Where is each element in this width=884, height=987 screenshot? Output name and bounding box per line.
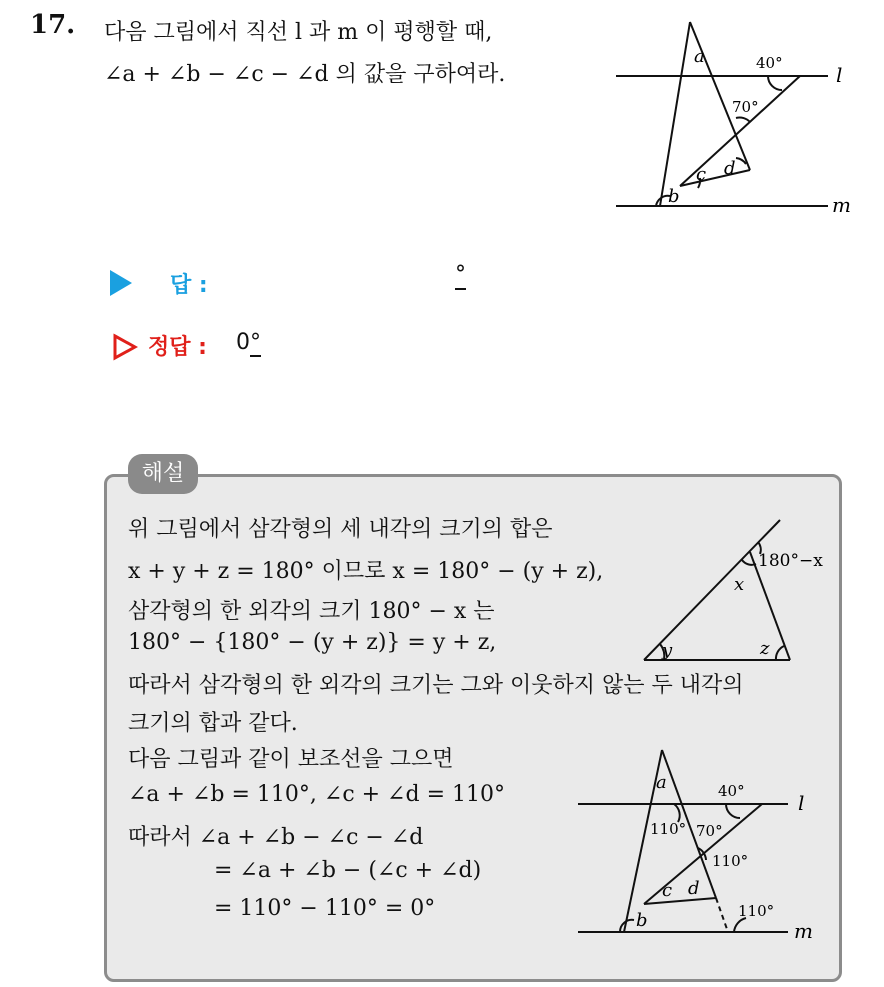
segment-right (690, 22, 750, 170)
solution-line-8: ∠a + ∠b = 110°, ∠c + ∠d = 110° (128, 782, 505, 807)
solution-line-5: 따라서 삼각형의 한 외각의 크기는 그와 이웃하지 않는 두 내각의 (128, 673, 744, 698)
figure-exterior-angle (630, 516, 830, 666)
label-z: z (760, 638, 770, 659)
label-ext: 180°−x (758, 551, 823, 571)
correct-arrow-icon (112, 333, 138, 361)
solution-line-1: 위 그림에서 삼각형의 세 내각의 크기의 합은 (128, 517, 553, 542)
label-b: b (636, 910, 648, 931)
figure-parallel-lines (600, 10, 860, 230)
answer-degree-blank[interactable]: ° (455, 262, 466, 290)
label-d: d (688, 878, 700, 899)
solution-line-11: = 110° − 110° = 0° (214, 896, 436, 921)
label-l: l (798, 791, 805, 815)
label-m: m (832, 193, 851, 217)
label-x: x (734, 574, 745, 595)
solution-line-10: = ∠a + ∠b − (∠c + ∠d) (214, 858, 482, 883)
correct-answer-value (236, 330, 261, 355)
arc-110c (734, 918, 746, 932)
solution-tab: 해설 (128, 454, 198, 494)
answer-label: 답 : (170, 273, 208, 298)
question-text (104, 12, 505, 96)
segment-left (660, 22, 690, 206)
label-c: c (662, 880, 673, 901)
label-b: b (668, 186, 680, 207)
label-110b: 110° (712, 852, 749, 870)
label-c: c (696, 164, 707, 185)
label-40: 40° (718, 782, 745, 800)
arc-40 (726, 804, 740, 818)
label-y: y (662, 640, 673, 661)
arc-z (776, 646, 784, 660)
question-number: 17. (30, 10, 76, 40)
label-110c: 110° (738, 902, 775, 920)
dashed-auxiliary (716, 898, 728, 932)
question-line-1: 다음 그림에서 직선 l 과 m 이 평행할 때, (104, 20, 493, 45)
label-l: l (836, 63, 843, 87)
question-line-2: ∠a + ∠b − ∠c − ∠d 의 값을 구하여라. (104, 62, 506, 87)
answer-arrow-icon (110, 270, 132, 296)
label-70: 70° (732, 98, 759, 116)
solution-line-2: x + y + z = 180° 이므로 x = 180° − (y + z), (128, 559, 604, 584)
label-m: m (794, 919, 813, 943)
solution-line-4: 180° − {180° − (y + z)} = y + z, (128, 630, 497, 655)
solution-line-9: 따라서 ∠a + ∠b − ∠c − ∠d (128, 825, 424, 850)
segment-bottom (680, 170, 750, 186)
arc-70 (736, 117, 750, 122)
solution-line-7: 다음 그림과 같이 보조선을 그으면 (128, 747, 454, 772)
correct-answer-label: 정답 : (148, 335, 207, 360)
label-d: d (724, 158, 736, 179)
correct-degree: ° (250, 330, 261, 355)
arc-b (620, 920, 634, 932)
figure-auxiliary-line (576, 742, 840, 948)
solution-line-3: 삼각형의 한 외각의 크기 180° − x 는 (128, 599, 495, 624)
solution-line-6: 크기의 합과 같다. (128, 711, 298, 736)
segment-bottom (644, 898, 716, 904)
label-a: a (694, 46, 705, 67)
label-110a: 110° (650, 820, 687, 838)
label-40: 40° (756, 54, 783, 72)
arc-40 (768, 76, 782, 90)
label-a: a (656, 772, 667, 793)
label-70: 70° (696, 822, 723, 840)
correct-number: 0 (236, 330, 250, 355)
